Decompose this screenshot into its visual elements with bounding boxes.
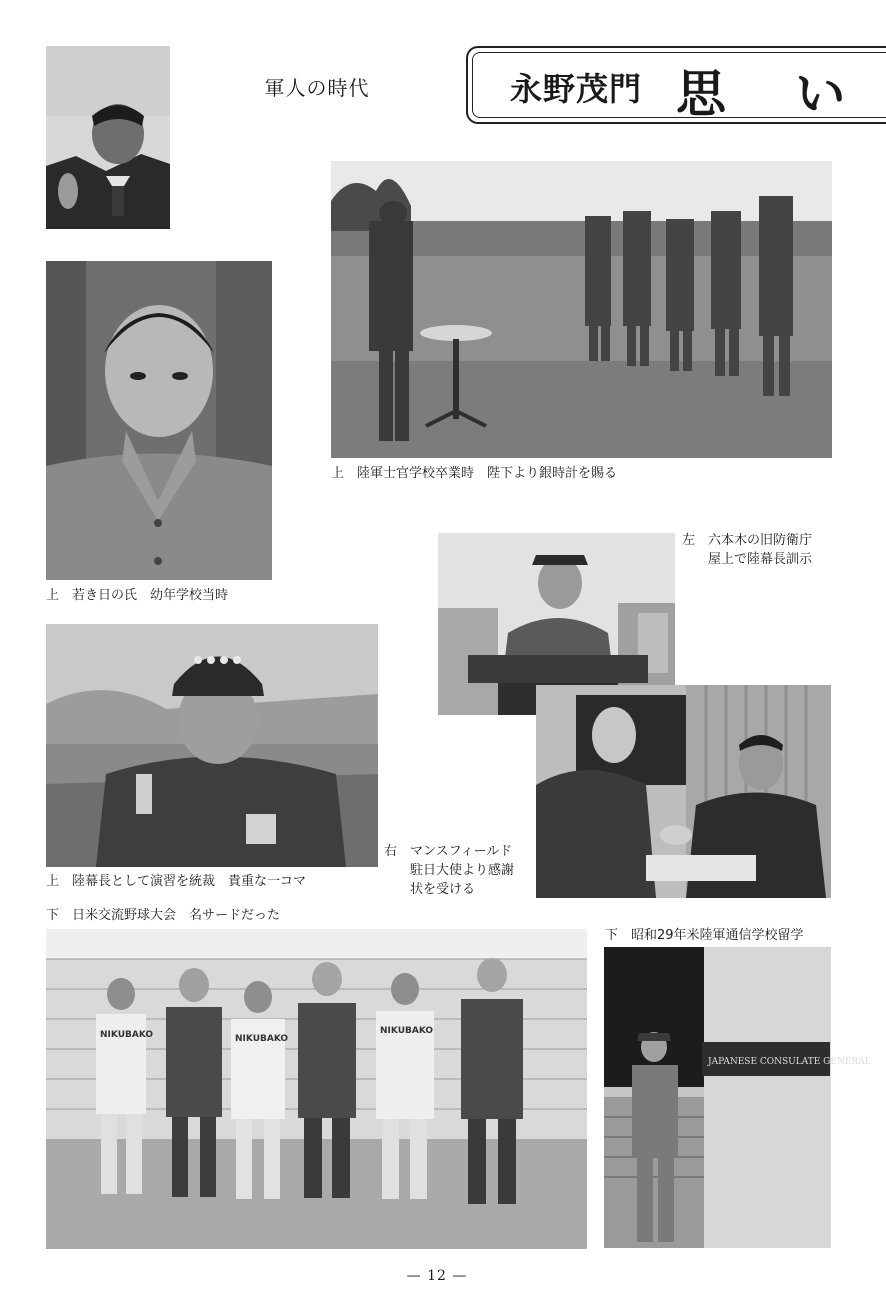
uniform-lettering: NIKUBAKO	[235, 1034, 289, 1044]
consulate-sign-text: JAPANESE CONSULATE GENERAL	[708, 1057, 871, 1067]
caption-text: 陸幕長として演習を統裁 貴重な一コマ	[72, 874, 307, 889]
uniform-lettering: NIKUBAKO	[100, 1030, 154, 1040]
caption-line: 屋上で陸幕長訓示	[708, 552, 813, 567]
caption-text: 日米交流野球大会 名サードだった	[72, 908, 281, 923]
uniform-lettering: NIKUBAKO	[380, 1026, 434, 1036]
caption-line: マンスフィールド	[410, 844, 513, 859]
caption-text: 陸軍士官学校卒業時 陛下より銀時計を賜る	[357, 466, 618, 481]
baseball-team-photo	[46, 929, 587, 1249]
caption-marker: 下	[46, 908, 60, 923]
young-cadet-photo	[46, 261, 272, 580]
caption-text: 若き日の氏 幼年学校当時	[72, 588, 229, 603]
page-number: — 12 —	[406, 1268, 468, 1284]
portrait-photo	[46, 46, 170, 229]
caption-marker: 右	[384, 844, 398, 859]
caption-marker: 上	[46, 874, 60, 889]
caption-graduation	[331, 464, 617, 483]
section-title: 軍人の時代	[264, 76, 370, 100]
signal-school-photo	[604, 947, 871, 1248]
caption-marker: 左	[682, 533, 696, 548]
caption-young	[46, 586, 228, 605]
caption-marker: 下	[605, 928, 619, 943]
mansfield-handshake-photo	[536, 685, 831, 898]
caption-mansfield	[384, 842, 514, 899]
caption-line: 状を受ける	[410, 882, 476, 897]
exercise-helmet-photo	[46, 624, 378, 867]
title-person-name: 永野茂門	[510, 70, 643, 108]
caption-baseball	[46, 906, 280, 925]
caption-marker: 上	[46, 588, 60, 603]
caption-signal-school	[605, 926, 804, 945]
title-banner	[466, 46, 886, 124]
caption-exercise	[46, 872, 306, 891]
caption-marker: 上	[331, 466, 345, 481]
caption-line: 六本木の旧防衛庁	[708, 533, 813, 548]
caption-line: 駐日大使より感謝	[410, 863, 515, 878]
graduation-ceremony-photo	[331, 161, 832, 458]
caption-rooftop	[682, 531, 812, 569]
title-main: 思 い	[676, 65, 872, 123]
caption-text: 昭和29年米陸軍通信学校留学	[631, 928, 804, 943]
